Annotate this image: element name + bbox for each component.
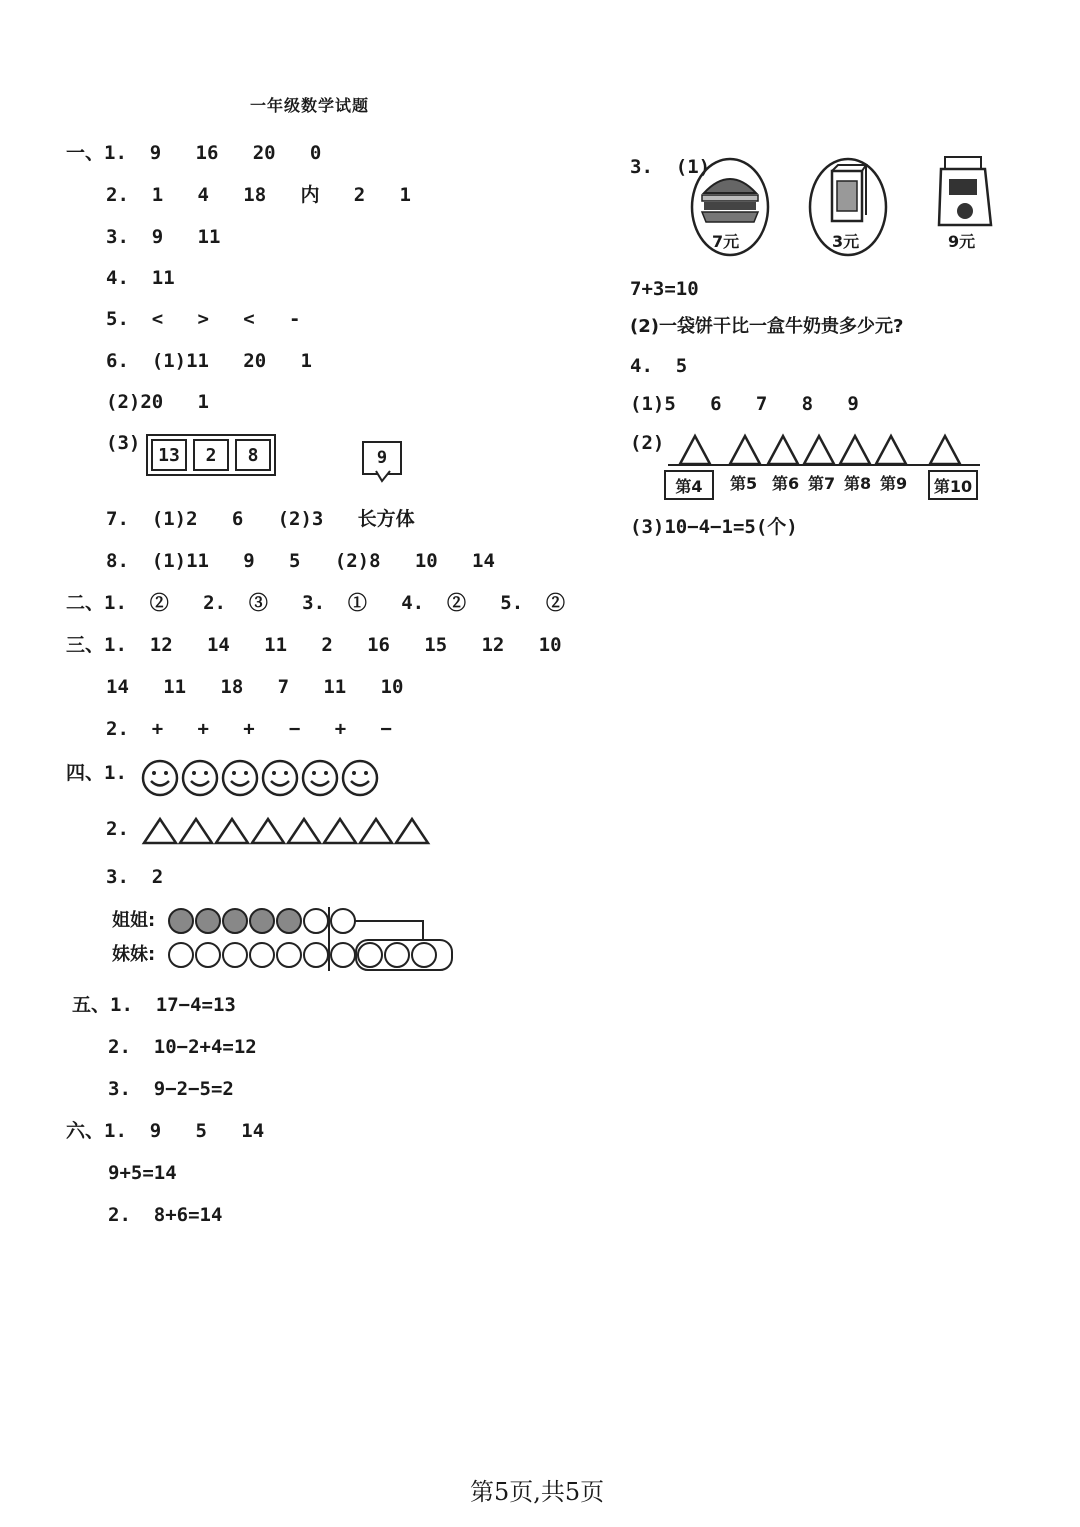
- answer-line: 二、1. ② 2. ③ 3. ① 4. ② 5. ②: [66, 592, 566, 614]
- number-box: 8: [235, 439, 271, 471]
- triangle-icon: [730, 436, 760, 464]
- answer-line: 2.: [106, 818, 129, 840]
- biscuit-price: 9元: [948, 232, 976, 251]
- number-box-group: [146, 434, 276, 476]
- speech-tail-icon: [374, 471, 394, 483]
- sister-younger-label: 妹妹:: [112, 944, 156, 965]
- milk-box-icon: [832, 165, 866, 221]
- biscuit-bag-icon: [935, 155, 997, 235]
- answer-line: 9+5=14: [108, 1162, 177, 1184]
- answer-line: 7+3=10: [630, 278, 699, 300]
- answer-line: (1)5 6 7 8 9: [630, 393, 859, 415]
- circle-comparison: [168, 905, 468, 975]
- answer-line: 2. 1 4 18 内 2 1: [106, 184, 411, 206]
- position-label: 第9: [880, 474, 908, 493]
- answer-line: 4. 5: [630, 355, 688, 377]
- answer-line: 2. + + + − + −: [106, 718, 392, 740]
- answer-line: 2. 8+6=14: [108, 1204, 223, 1226]
- answer-line: 3. (1): [630, 156, 711, 178]
- smiley-face-icon: [263, 761, 297, 795]
- smiley-face-icon: [303, 761, 337, 795]
- number-box: 2: [193, 439, 229, 471]
- triangle-icon: [324, 819, 356, 843]
- answer-line: 三、1. 12 14 11 2 16 15 12 10: [66, 634, 562, 656]
- burger-icon: [702, 179, 758, 222]
- triangle-icon: [768, 436, 798, 464]
- triangle-icon: [876, 436, 906, 464]
- answer-line: 4. 11: [106, 267, 175, 289]
- answer-line: 6. (1)11 20 1: [106, 350, 312, 372]
- answer-line: (3)10−4−1=5(个): [630, 516, 798, 538]
- position-label: 第5: [730, 474, 758, 493]
- answer-line: 2. 10−2+4=12: [108, 1036, 257, 1058]
- page-title: 一年级数学试题: [250, 96, 370, 115]
- milk-price: 3元: [832, 232, 860, 251]
- answer-line: (3): [106, 432, 141, 454]
- answer-line: 3. 9 11: [106, 226, 221, 248]
- triangle-icon: [930, 436, 960, 464]
- triangle-icon: [144, 819, 176, 843]
- answer-line: 六、1. 9 5 14: [66, 1120, 265, 1142]
- triangle-row: [142, 816, 442, 846]
- answer-line: (2)20 1: [106, 391, 209, 413]
- answer-line: 7. (1)2 6 (2)3 长方体: [106, 508, 415, 530]
- triangle-sequence: [668, 430, 980, 470]
- position-label-box: 第10: [928, 470, 978, 500]
- answer-line: 14 11 18 7 11 10: [106, 676, 404, 698]
- triangle-icon: [804, 436, 834, 464]
- answer-line: 一、1. 9 16 20 0: [66, 142, 322, 164]
- smiley-face-icon: [343, 761, 377, 795]
- smiley-face-icon: [183, 761, 217, 795]
- answer-line: 5. < > < -: [106, 308, 301, 330]
- position-label: 第7: [808, 474, 836, 493]
- answer-line: 四、1.: [66, 762, 127, 784]
- smiley-face-icon: [143, 761, 177, 795]
- triangle-icon: [840, 436, 870, 464]
- answer-line: (2)一袋饼干比一盒牛奶贵多少元?: [630, 316, 904, 337]
- answer-line: 五、1. 17−4=13: [72, 994, 236, 1016]
- sister-older-label: 姐姐:: [112, 910, 156, 931]
- triangle-icon: [396, 819, 428, 843]
- triangle-icon: [216, 819, 248, 843]
- answer-line: 8. (1)11 9 5 (2)8 10 14: [106, 550, 495, 572]
- position-label: 第8: [844, 474, 872, 493]
- triangle-icon: [180, 819, 212, 843]
- triangle-icon: [680, 436, 710, 464]
- answer-line: 3. 9−2−5=2: [108, 1078, 234, 1100]
- burger-price: 7元: [712, 232, 740, 251]
- smiley-row: [140, 758, 390, 798]
- smiley-face-icon: [223, 761, 257, 795]
- answer-line: 3. 2: [106, 866, 164, 888]
- triangle-icon: [288, 819, 320, 843]
- position-label: 第6: [772, 474, 800, 493]
- triangle-icon: [252, 819, 284, 843]
- speech-box: 9: [362, 441, 402, 475]
- number-box: 13: [151, 439, 187, 471]
- triangle-icon: [360, 819, 392, 843]
- page-footer: 第5页,共5页: [470, 1478, 605, 1506]
- answer-line: (2): [630, 432, 665, 454]
- position-label-box: 第4: [664, 470, 714, 500]
